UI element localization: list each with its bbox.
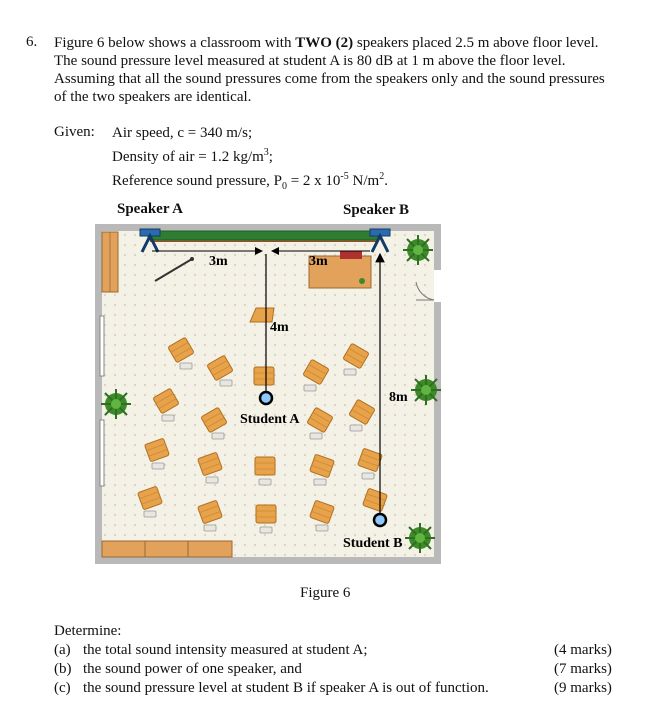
window-left-2 <box>100 420 104 486</box>
speaker-b-label: Speaker B <box>343 202 409 218</box>
given-density: Density of air = 1.2 $kg/m^3$; <box>112 147 273 165</box>
door-gap <box>434 270 442 302</box>
sub-question-b: (b) the sound power of one speaker, and <box>54 661 302 677</box>
label-3m-right: 3m <box>309 254 328 269</box>
label-student-b: Student B <box>343 536 403 551</box>
determine-heading: Determine: <box>54 623 122 639</box>
sub-question-c: (c) the sound pressure level at student B if speaker A is out of function. <box>54 680 489 696</box>
marks-column <box>554 641 612 698</box>
given-reference-pressure: Reference sound pressure, $P_0 = 2$ x $10^{-5}$ $N/m^2$. <box>112 171 388 192</box>
label-3m-left: 3m <box>209 254 228 269</box>
student-a-marker <box>260 392 272 404</box>
question-line-3: Assuming that all the sound pressures come from the speakers only and the sound pressures <box>54 71 605 87</box>
student-b-marker <box>374 514 386 526</box>
question-line-4: of the two speakers are identical. <box>54 89 252 105</box>
window-left-1 <box>100 316 104 376</box>
marks-a: (4 marks) <box>554 642 612 658</box>
sub-questions <box>54 641 554 698</box>
plant-icon <box>405 523 435 553</box>
teacher-chair <box>340 251 362 259</box>
given-label: Given: <box>54 124 95 140</box>
question-line-1: Figure 6 below shows a classroom with TWO (2) speakers placed 2.5 m above floor level. <box>54 35 599 51</box>
question-number: 6. <box>26 34 38 50</box>
blackboard <box>148 231 378 240</box>
plant-icon <box>101 389 131 419</box>
given-air-speed: Air speed, c = 340 m/s; <box>112 125 253 141</box>
plant-icon <box>403 235 433 265</box>
bottom-shelf <box>102 541 232 557</box>
speaker-count: TWO (2) <box>295 35 354 51</box>
marks-b: (7 marks) <box>554 661 612 677</box>
question-line-2: The sound pressure level measured at student A is 80 dB at 1 m above the floor level. <box>54 53 566 69</box>
marks-c: (9 marks) <box>554 680 612 696</box>
plant-icon <box>411 375 441 405</box>
sub-question-a: (a) the total sound intensity measured at student A; <box>54 642 368 658</box>
label-student-a: Student A <box>240 412 300 427</box>
label-4m: 4m <box>270 320 289 335</box>
figure-caption: Figure 6 <box>300 585 351 601</box>
speaker-a-label: Speaker A <box>117 201 183 217</box>
label-8m: 8m <box>389 390 408 405</box>
